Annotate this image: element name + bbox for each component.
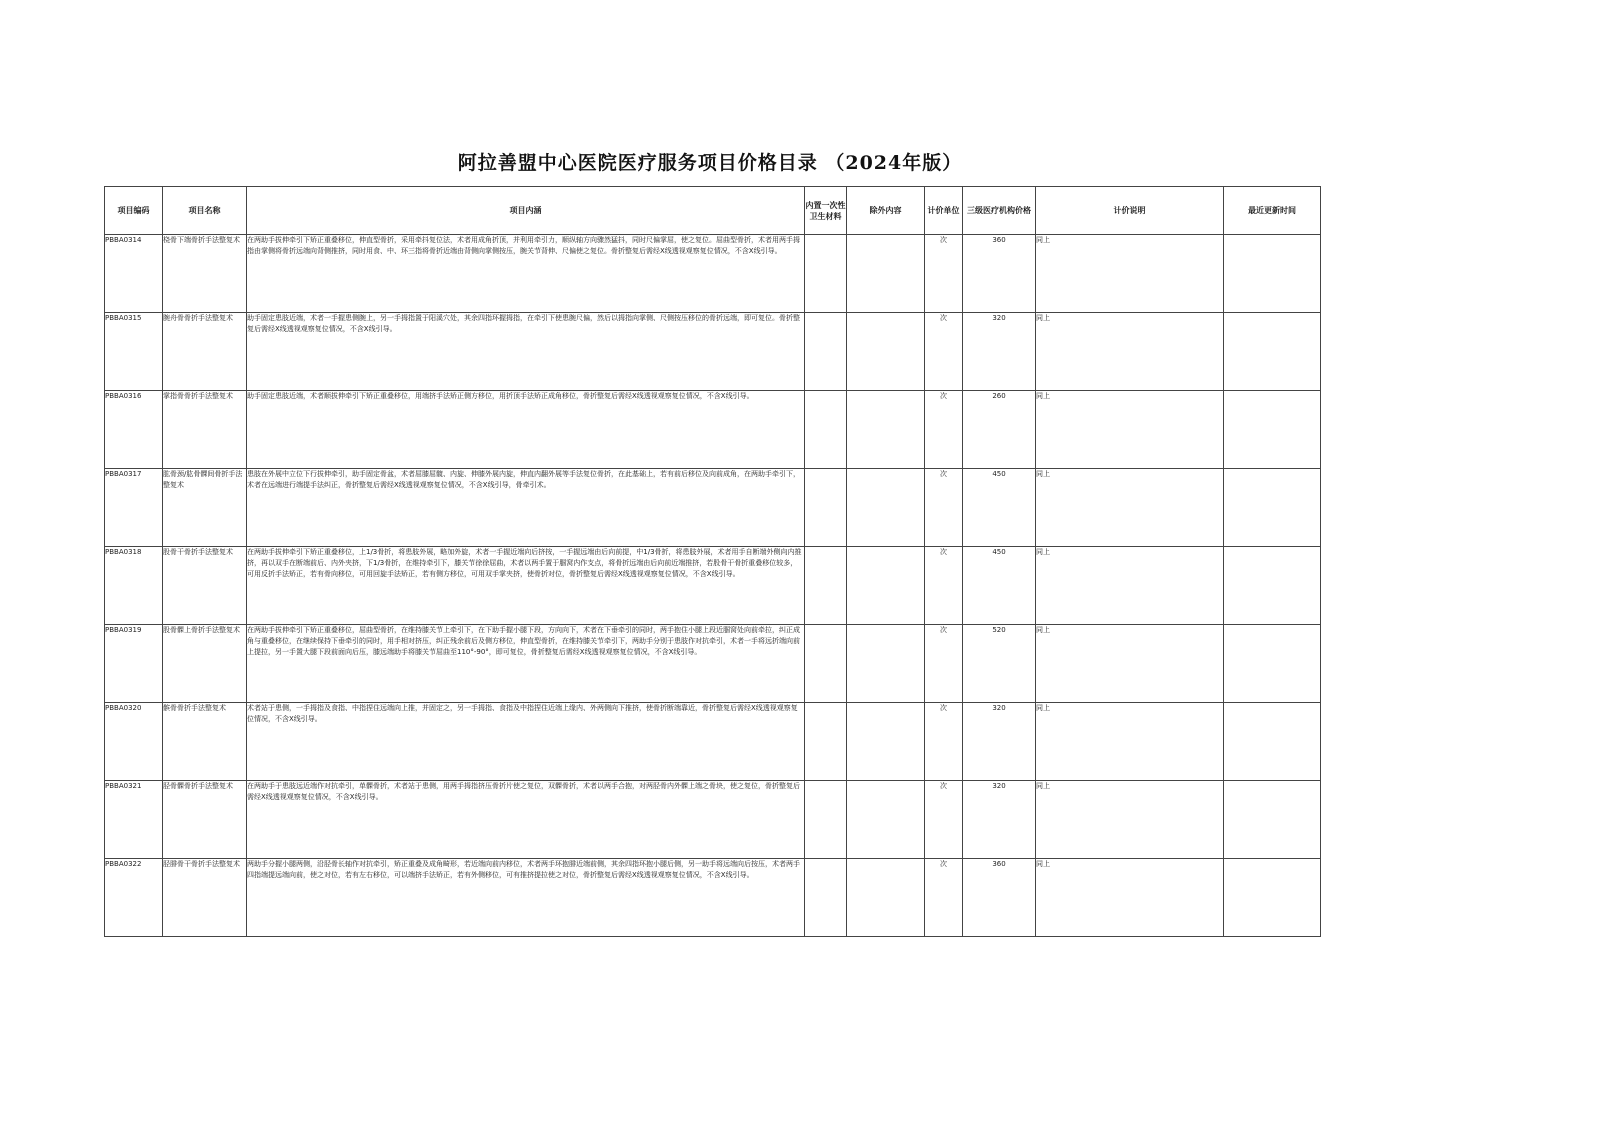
- col-header-unit: 计价单位: [925, 187, 963, 235]
- item-unit: 次: [925, 781, 963, 859]
- item-name: 腕舟骨骨折手法整复术: [163, 313, 247, 391]
- item-note: 同上: [1036, 547, 1224, 625]
- item-excluded: [847, 391, 925, 469]
- item-unit: 次: [925, 235, 963, 313]
- item-updated: [1224, 313, 1321, 391]
- price-table: [104, 186, 1321, 937]
- item-unit: 次: [925, 859, 963, 937]
- col-header-name: 项目名称: [163, 187, 247, 235]
- item-content: 助手固定患肢近端，术者一手握患侧腕上，另一手拇指置于阳溪穴处，其余四指环握拇指，在牵引下使患腕尺偏，然后以拇指向掌侧、尺侧按压移位的骨折远端，即可复位。骨折整复后需经X线透视观察复位情况，不含X线引导。: [247, 313, 805, 391]
- header-row: [105, 187, 1321, 235]
- col-header-content: 项目内涵: [247, 187, 805, 235]
- item-note: 同上: [1036, 781, 1224, 859]
- item-updated: [1224, 625, 1321, 703]
- item-price: 450: [963, 469, 1036, 547]
- item-unit: 次: [925, 625, 963, 703]
- item-materials: [805, 703, 847, 781]
- item-name: 胫骨髁骨折手法整复术: [163, 781, 247, 859]
- item-note: 同上: [1036, 703, 1224, 781]
- item-code: PBBA0314: [105, 235, 163, 313]
- item-excluded: [847, 235, 925, 313]
- item-name: 桡骨下端骨折手法整复术: [163, 235, 247, 313]
- item-updated: [1224, 547, 1321, 625]
- item-unit: 次: [925, 313, 963, 391]
- item-name: 髌骨骨折手法整复术: [163, 703, 247, 781]
- item-excluded: [847, 703, 925, 781]
- item-name: 掌指骨骨折手法整复术: [163, 391, 247, 469]
- col-header-code: 项目编码: [105, 187, 163, 235]
- item-updated: [1224, 703, 1321, 781]
- item-content: 在两助手于患肢远近端作对抗牵引，单髁骨折，术者站于患侧，用两手拇指挤压骨折片使之复位，双髁骨折，术者以两手合抱，对两胫骨内外髁上端之骨块，使之复位，骨折整复后需经X线透视观察复位情况，不含X线引导。: [247, 781, 805, 859]
- item-excluded: [847, 859, 925, 937]
- item-code: PBBA0319: [105, 625, 163, 703]
- item-note: 同上: [1036, 235, 1224, 313]
- item-materials: [805, 781, 847, 859]
- item-materials: [805, 313, 847, 391]
- col-header-materials: 内置一次性卫生材料: [805, 187, 847, 235]
- page-title: 阿拉善盟中心医院医疗服务项目价格目录 （2024年版）: [457, 152, 963, 174]
- item-code: PBBA0320: [105, 703, 163, 781]
- item-updated: [1224, 469, 1321, 547]
- item-code: PBBA0315: [105, 313, 163, 391]
- table-row: [105, 781, 1321, 859]
- item-excluded: [847, 547, 925, 625]
- item-excluded: [847, 469, 925, 547]
- item-unit: 次: [925, 703, 963, 781]
- item-note: 同上: [1036, 859, 1224, 937]
- item-materials: [805, 547, 847, 625]
- item-code: PBBA0316: [105, 391, 163, 469]
- col-header-updated: 最近更新时间: [1224, 187, 1321, 235]
- item-code: PBBA0322: [105, 859, 163, 937]
- item-price: 320: [963, 703, 1036, 781]
- item-note: 同上: [1036, 469, 1224, 547]
- item-name: 股骨髁上骨折手法整复术: [163, 625, 247, 703]
- item-updated: [1224, 391, 1321, 469]
- item-code: PBBA0318: [105, 547, 163, 625]
- item-updated: [1224, 859, 1321, 937]
- item-unit: 次: [925, 547, 963, 625]
- item-excluded: [847, 781, 925, 859]
- item-materials: [805, 625, 847, 703]
- item-price: 260: [963, 391, 1036, 469]
- col-header-note: 计价说明: [1036, 187, 1224, 235]
- table-row: [105, 391, 1321, 469]
- item-updated: [1224, 235, 1321, 313]
- item-name: 肱骨颈/肱骨髁间骨折手法整复术: [163, 469, 247, 547]
- table-row: [105, 625, 1321, 703]
- item-unit: 次: [925, 469, 963, 547]
- item-price: 360: [963, 235, 1036, 313]
- item-excluded: [847, 313, 925, 391]
- item-price: 360: [963, 859, 1036, 937]
- item-excluded: [847, 625, 925, 703]
- col-header-price: 三级医疗机构价格: [963, 187, 1036, 235]
- item-updated: [1224, 781, 1321, 859]
- item-name: 股骨干骨折手法整复术: [163, 547, 247, 625]
- table-row: [105, 235, 1321, 313]
- item-name: 胫腓骨干骨折手法整复术: [163, 859, 247, 937]
- item-materials: [805, 469, 847, 547]
- item-content: 在两助手拔伸牵引下矫正重叠移位，屈曲型骨折，在维持膝关节上牵引下，在下助手握小腿下段，方向向下，术者在下垂牵引的同时，两手抱住小腿上段近腘窝处向前牵拉，纠正成角与重叠移位，在继续保持下垂牵引的同时，用手相对挤压，纠正残余前后及侧方移位，伸直型骨折，在维持膝关节牵引下，两助手分别于患肢作对抗牵引，术者一手将远折端向前上提拉，另一手置大腿下段前面向后压，膝远端助手将膝关节屈曲至110°-90°，即可复位，骨折整复后需经X线透视观察复位情况，不含X线引导。: [247, 625, 805, 703]
- item-note: 同上: [1036, 625, 1224, 703]
- item-materials: [805, 235, 847, 313]
- item-code: PBBA0321: [105, 781, 163, 859]
- item-content: 在两助手拔伸牵引下矫正重叠移位，上1/3骨折，将患肢外展，略加外旋，术者一手握近端向后挤按，一手握远端由后向前提，中1/3骨折，将患肢外展，术者用手自断端外侧向内推挤，再以双手在断端前后、内外夹挤，下1/3骨折，在维持牵引下，膝关节徐徐屈曲，术者以两手置于腘窝内作支点，将骨折远端由后向前近端推挤，若股骨干骨折重叠移位较多，可用反折手法矫正，若有骨向移位，可用回旋手法矫正，若有侧方移位，可用双手掌夹挤，使骨折对位，骨折整复后需经X线透视观察复位情况，不含X线引导。: [247, 547, 805, 625]
- item-price: 320: [963, 781, 1036, 859]
- table-row: [105, 313, 1321, 391]
- item-code: PBBA0317: [105, 469, 163, 547]
- item-price: 320: [963, 313, 1036, 391]
- item-price: 520: [963, 625, 1036, 703]
- item-content: 两助手分握小腿两侧，沿胫骨长轴作对抗牵引，矫正重叠及成角畸形，若近端向前内移位，术者两手环抱腓近端前侧，其余四指环抱小腿后侧，另一助手将远端向后按压，术者两手四指端提远端向前，使之对位，若有左右移位，可以端挤手法矫正，若有外侧移位，可有推挤提拉使之对位，骨折整复后需经X线透视观察复位情况，不含X线引导。: [247, 859, 805, 937]
- table-row: [105, 469, 1321, 547]
- item-note: 同上: [1036, 313, 1224, 391]
- item-content: 患肢在外展中立位下行拔伸牵引，助手固定骨盆，术者屈膝屈髋、内旋、伸膝外展内旋，伸直内翻外展等手法复位骨折，在此基础上，若有前后移位及向前成角，在两助手牵引下，术者在远端进行端提手法纠正，骨折整复后需经X线透视观察复位情况，不含X线引导，骨牵引术。: [247, 469, 805, 547]
- item-content: 助手固定患肢近端，术者顺拔伸牵引下矫正重叠移位，用端挤手法矫正侧方移位，用折顶手法矫正成角移位，骨折整复后需经X线透视观察复位情况，不含X线引导。: [247, 391, 805, 469]
- item-price: 450: [963, 547, 1036, 625]
- item-materials: [805, 859, 847, 937]
- item-note: 同上: [1036, 391, 1224, 469]
- item-content: 术者站于患侧，一手拇指及食指、中指捏住远端向上推，并固定之，另一手拇指、食指及中指捏住近端上缘内、外两侧向下推挤，使骨折断端靠近，骨折整复后需经X线透视观察复位情况，不含X线引导。: [247, 703, 805, 781]
- item-content: 在两助手拔伸牵引下矫正重叠移位，伸直型骨折，采用牵抖复位法，术者用成角折顶，并利用牵引力，顺纵轴方向骤然猛抖，同时尺偏掌屈，使之复位。屈曲型骨折，术者用两手拇指由掌侧将骨折远端向背侧推挤，同时用食、中、环三指将骨折近端由背侧向掌侧按压，腕关节背伸、尺偏使之复位。骨折整复后需经X线透视观察复位情况，不含X线引导。: [247, 235, 805, 313]
- table-row: [105, 859, 1321, 937]
- col-header-excluded: 除外内容: [847, 187, 925, 235]
- table-row: [105, 703, 1321, 781]
- item-materials: [805, 391, 847, 469]
- table-row: [105, 547, 1321, 625]
- item-unit: 次: [925, 391, 963, 469]
